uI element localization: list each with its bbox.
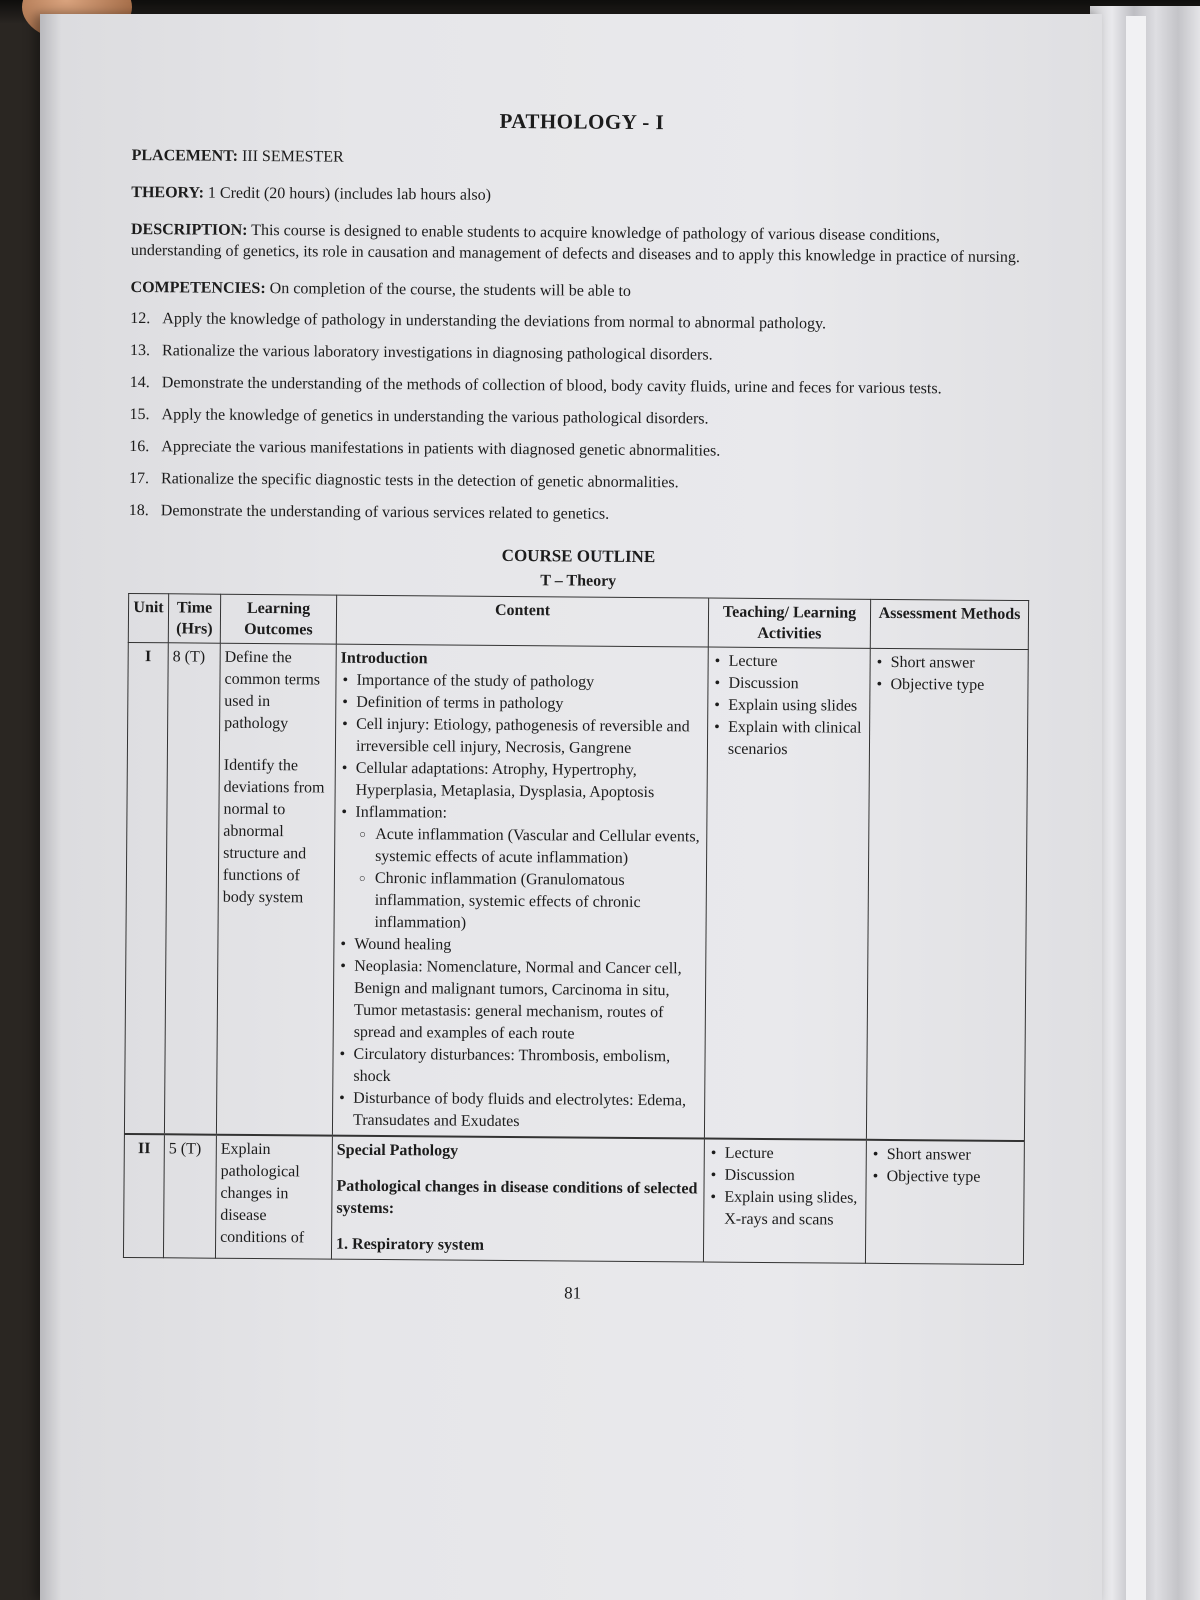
content-item: • Cell injury: Etiology, pathogenesis of reversible and irreversible cell injury, Necrosis, Gangrene <box>340 714 703 761</box>
activity-item: • Lecture <box>709 1143 862 1166</box>
content-subheading: Pathological changes in disease conditions of selected systems: <box>336 1177 698 1218</box>
course-outline-title: COURSE OUTLINE <box>501 545 656 567</box>
activity-item: • Discussion <box>709 1165 862 1188</box>
page-stack-edge <box>1090 6 1200 1600</box>
outcome-text: Define the common terms used in pathology <box>224 648 321 733</box>
content-subitem: ○ Acute inflammation (Vascular and Cellular events, systemic effects of acute inflammation) <box>359 824 702 871</box>
placement-value: III SEMESTER <box>241 147 344 166</box>
description-paragraph <box>131 219 1031 268</box>
content-item: • Wound healing <box>338 934 701 959</box>
unit-cell: I <box>124 642 168 1134</box>
content-item-text: Inflammation: <box>355 803 448 822</box>
header-teaching-activities: Teaching/ Learning Activities <box>708 598 870 648</box>
assessment-item: • Objective type <box>874 674 1023 697</box>
competency-number: 13. <box>130 341 151 360</box>
content-item: • Circulatory disturbances: Thrombosis, embolism, shock <box>337 1044 700 1091</box>
content-item: • Neoplasia: Nomenclature, Normal and Cancer cell, Benign and malignant tumors, Carcinoma in situ, Tumor metastasis: general mechanism, routes of spread and examples of each route <box>338 956 702 1047</box>
activities-cell <box>704 647 870 1140</box>
content-item: • Disturbance of body fluids and electrolytes: Edema, Transudates and Exudates <box>337 1088 700 1135</box>
competency-item <box>130 340 1030 368</box>
assessment-list <box>871 1144 1020 1189</box>
time-cell: 8 (T) <box>164 643 220 1135</box>
table-row-unit-2 <box>123 1134 1024 1265</box>
competency-number: 15. <box>129 405 150 424</box>
assessment-item: • Short answer <box>871 1144 1020 1167</box>
activities-list <box>708 1143 862 1232</box>
header-content: Content <box>336 595 708 647</box>
theory-label: THEORY: <box>131 183 205 202</box>
outcomes-cell <box>215 1135 332 1259</box>
competency-number: 14. <box>129 373 150 392</box>
theory-value: 1 Credit (20 hours) (includes lab hours also) <box>207 184 492 204</box>
document-page <box>40 14 1102 1600</box>
page-number: 81 <box>564 1283 582 1303</box>
spacer <box>224 735 331 756</box>
page-content <box>123 106 1032 1307</box>
description-label: DESCRIPTION: <box>130 220 248 239</box>
competency-number: 16. <box>129 437 150 456</box>
competencies-label: COMPETENCIES: <box>130 278 266 298</box>
content-item <box>339 802 703 937</box>
activity-item: • Explain using slides, X-rays and scans <box>708 1187 861 1232</box>
outcomes-cell <box>216 643 336 1135</box>
competency-text: Demonstrate the understanding of the methods of collection of blood, body cavity fluids, urine and feces for various tests. <box>161 374 942 398</box>
assessment-item: • Objective type <box>871 1166 1020 1189</box>
competency-text: Appreciate the various manifestations in patients with diagnosed genetic abnormalities. <box>161 438 721 460</box>
competency-item <box>130 372 1030 400</box>
content-item: • Importance of the study of pathology <box>340 670 703 695</box>
header-unit: Unit <box>128 593 168 642</box>
competency-text: Apply the knowledge of genetics in understanding the various pathological disorders. <box>161 406 709 428</box>
activities-cell <box>703 1139 866 1264</box>
content-item: • Cellular adaptations: Atrophy, Hypertrophy, Hyperplasia, Metaplasia, Dysplasia, Apoptosis <box>340 758 703 805</box>
header-time: Time (Hrs) <box>168 594 220 643</box>
content-cell <box>331 1136 704 1262</box>
assessment-list <box>874 652 1023 697</box>
page-title: PATHOLOGY - I <box>499 108 665 135</box>
competency-item <box>129 436 1029 464</box>
header-assessment-methods: Assessment Methods <box>870 599 1028 649</box>
content-subitem: ○ Chronic inflammation (Granulomatous inflammation, systemic effects of chronic inflammation) <box>359 868 703 937</box>
competencies-intro: On completion of the course, the students will be able to <box>269 280 632 300</box>
competency-item <box>129 468 1029 496</box>
content-list <box>337 670 704 1135</box>
competency-item <box>130 308 1030 336</box>
assessment-item: • Short answer <box>875 652 1024 675</box>
course-outline-table <box>123 593 1029 1265</box>
table-header-row <box>128 593 1028 649</box>
placement-line <box>132 145 1032 173</box>
content-sublist <box>359 824 703 937</box>
activity-item: • Discussion <box>712 673 865 696</box>
competency-text: Rationalize the various laboratory investigations in diagnosing pathological disorders. <box>162 342 713 364</box>
activities-list <box>712 651 866 762</box>
activity-item: • Lecture <box>713 651 866 674</box>
time-cell: 5 (T) <box>163 1134 216 1258</box>
activity-item: • Explain with clinical scenarios <box>712 717 865 762</box>
assessment-cell <box>866 648 1028 1141</box>
theory-line <box>131 182 1031 210</box>
competency-number: 17. <box>129 469 150 488</box>
content-item: • Definition of terms in pathology <box>340 692 703 717</box>
content-cell <box>332 644 708 1138</box>
competency-text: Demonstrate the understanding of various services related to genetics. <box>160 502 610 523</box>
outcome-text: Identify the deviations from normal to abnormal structure and functions of body system <box>222 756 325 907</box>
placement-label: PLACEMENT: <box>131 146 239 165</box>
course-outline-subtitle: T – Theory <box>540 572 617 590</box>
competency-number: 12. <box>130 309 151 328</box>
unit-cell: II <box>123 1134 164 1258</box>
content-heading: Introduction <box>340 649 428 668</box>
competency-item <box>129 500 1029 528</box>
activity-item: • Explain using slides <box>712 695 865 718</box>
content-system-item: 1. Respiratory system <box>336 1235 485 1254</box>
content-heading: Special Pathology <box>336 1141 459 1160</box>
assessment-cell <box>865 1140 1024 1265</box>
competency-number: 18. <box>128 501 149 520</box>
competencies-intro-line <box>130 277 1030 305</box>
competencies-list <box>129 308 1031 528</box>
competency-item <box>129 404 1029 432</box>
description-text: This course is designed to enable students to acquire knowledge of pathology of various disease conditions, understanding of genetics, its role in causation and management of defects and diseases and to apply this knowledge in practice of nursing. <box>130 221 1020 266</box>
competency-text: Rationalize the specific diagnostic tests in the detection of genetic abnormalities. <box>161 470 679 492</box>
header-learning-outcomes: Learning Outcomes <box>220 594 336 644</box>
competency-text: Apply the knowledge of pathology in understanding the deviations from normal to abnormal pathology. <box>162 310 827 333</box>
outcome-text: Explain pathological changes in disease conditions of <box>220 1140 305 1247</box>
table-row-unit-1 <box>124 642 1028 1141</box>
